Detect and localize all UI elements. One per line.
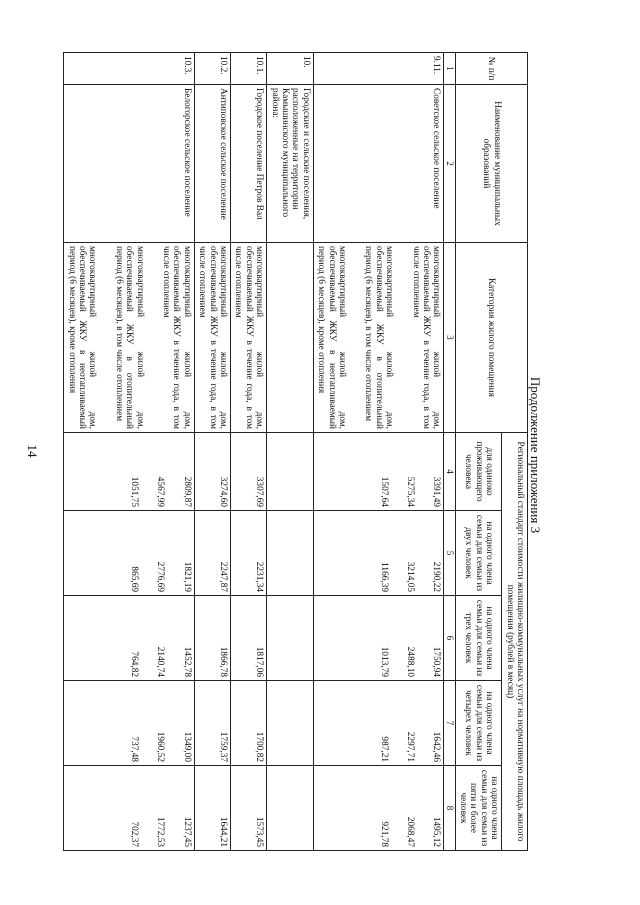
value: 1866,78 [194,596,230,681]
value: 2140,74 [155,646,166,677]
value: 2776,69 [155,561,166,592]
municipality-name: Городское поселение Петров Вал [230,85,266,243]
value: 1573,45 [230,766,266,851]
col-number: 1 [444,53,455,85]
value: 1644,21 [194,766,230,851]
value: 1495,12 [431,816,442,848]
col-number: 7 [444,681,455,766]
value: 4567,99 [155,476,166,507]
value: 1349,00 [181,731,192,762]
value: 3391,49 [431,476,442,507]
value-cell [313,596,444,681]
row-number: 10. [267,53,314,85]
value-cell [313,766,444,851]
value: 3214,05 [405,561,416,592]
municipality-name: Белогорское сельское поселение [64,85,195,243]
category-heating: многоквартирный жилой дом, обеспечиваемый ЖКУ в отопительный период (6 месяцев), в том числе отоплением [363,246,395,429]
category-year-round: многоквартирный жилой дом, обеспечиваемый ЖКУ в течение года, в том числе отоплением [410,246,442,429]
municipality-name: Советское сельское поселение [313,85,444,243]
col-number: 3 [444,243,455,433]
category-cell [64,243,195,433]
value: 737,48 [128,736,139,762]
table-row [194,53,230,851]
value: 1772,53 [155,816,166,848]
value-cell [64,433,195,511]
value: 1960,52 [155,731,166,762]
value: 2247,87 [194,511,230,596]
header-three: на одного члена семьи для семьи из трех человек [455,596,502,681]
page-number: 14 [25,444,40,458]
table-row [230,53,266,851]
value-cell [313,681,444,766]
category-heating: многоквартирный жилой дом, обеспечиваемый ЖКУ в отопительный период (6 месяцев), в том числе отоплением [113,246,145,429]
col-number: 8 [444,766,455,851]
value: 1759,37 [194,681,230,766]
row-number: 9.11. [313,53,444,85]
col-number: 4 [444,433,455,511]
value: 1013,79 [378,646,389,677]
category-cell [313,243,444,433]
rotated-table-container [62,52,528,850]
value: 764,82 [128,651,139,677]
value: 1821,19 [181,561,192,592]
category-year-round: многоквартирный жилой дом, обеспечиваемый ЖКУ в течение года, в том числе отоплением [160,246,192,429]
category-non-heating: многоквартирный жилой дом, обеспечиваемый ЖКУ в неотапливаемый период (6 месяцев), кроме отопления [66,246,98,429]
value: 3307,69 [230,433,266,511]
col-number: 6 [444,596,455,681]
value-cell [64,511,195,596]
value: 5275,34 [405,476,416,507]
value: 1166,39 [378,562,389,592]
value: 1817,06 [230,596,266,681]
value: 1700,82 [230,681,266,766]
value: 1507,64 [378,476,389,507]
header-four: на одного члена семьи для семьи из четырех человек [455,681,502,766]
category-year-round: многоквартирный жилой дом, обеспечиваемый ЖКУ в течение года, в том числе отоплением [230,243,266,433]
header-num: № п/п [455,53,527,85]
header-standard: Региональный стандарт стоимости жилищно-коммунальных услуг на нормативную площадь жилого помещения (рублей в месяц) [502,433,528,851]
value: 1452,78 [181,646,192,677]
category-year-round: многоквартирный жилой дом, обеспечиваемый ЖКУ в течение года, в том числе отоплением [194,243,230,433]
appendix-label: Продолжение приложения 3 [528,376,543,534]
value: 2231,34 [230,511,266,596]
value: 2068,47 [405,816,416,848]
value: 2297,71 [405,731,416,762]
value: 3274,60 [194,433,230,511]
municipality-name: Антиповское сельское поселение [194,85,230,243]
municipality-name: Городские и сельские поселения, расположенные на территории Камышинского муниципального района: [267,85,314,243]
column-number-row [444,53,455,851]
value: 1237,45 [181,816,192,848]
row-number: 10.3. [64,53,195,85]
value: 2190,22 [431,561,442,592]
housing-standard-table [63,52,528,851]
col-number: 2 [444,85,455,243]
table-row [267,53,314,851]
header-single: для одиноко проживающего человека [455,433,502,511]
value: 1750,94 [431,646,442,677]
value: 987,21 [378,736,389,762]
header-two: на одного члена семьи для семьи из двух человек [455,511,502,596]
header-category: Категория жилого помещения [455,243,527,433]
value-cell [64,766,195,851]
col-number: 5 [444,511,455,596]
value-cell [313,511,444,596]
value: 1051,75 [128,476,139,507]
row-number: 10.2. [194,53,230,85]
value: 1642,46 [431,731,442,762]
header-five: на одного члена семьи для семьи из пяти и более человек [455,766,502,851]
row-number: 10.1. [230,53,266,85]
value: 2809,87 [181,476,192,507]
value: 921,78 [378,821,389,848]
value: 865,69 [128,566,139,592]
category-non-heating: многоквартирный жилой дом, обеспечиваемый ЖКУ в неотапливаемый период (6 месяцев), кроме отопления [316,246,348,429]
value: 2488,10 [405,646,416,677]
value-cell [64,596,195,681]
table-row [313,53,444,851]
value: 702,37 [128,821,139,848]
header-municipality: Наименование муниципальных образований [455,85,527,243]
value-cell [64,681,195,766]
table-row [64,53,195,851]
value-cell [313,433,444,511]
